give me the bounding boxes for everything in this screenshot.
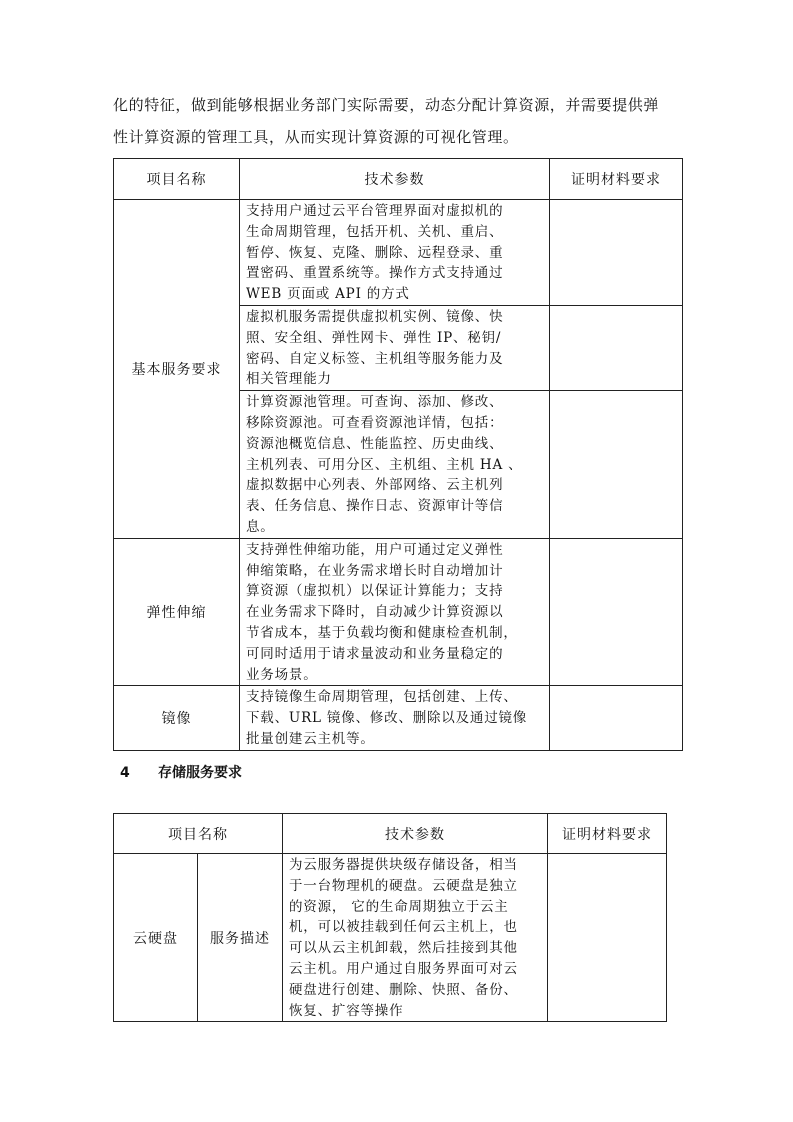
proof-cell <box>550 200 683 306</box>
table-row <box>114 854 667 1022</box>
proof-cell <box>550 686 683 750</box>
tech-param-cell: 计算资源池管理。可查询、添加、修改、 移除资源池。可查看资源池详情，包括： 资源池概览信息、性能监控、历史曲线、 主机列表、可用分区、主机组、主机 HA 、 虚拟数据中心列表、外部网络、云主机列 表、任务信息、操作日志、资源审计等信 息。 <box>240 391 550 539</box>
proof-cell <box>548 854 667 1022</box>
proof-cell <box>550 538 683 686</box>
header-proof-materials: 证明材料要求 <box>548 814 667 854</box>
tech-param-cell: 支持镜像生命周期管理，包括创建、上传、 下载、URL 镜像、修改、删除以及通过镜像 批量创建云主机等。 <box>240 686 550 750</box>
intro-line: 化的特征，做到能够根据业务部门实际需要，动态分配计算资源，并需要提供弹 <box>113 96 660 114</box>
row-label-cloud-disk: 云硬盘 <box>114 854 198 1022</box>
header-item-name: 项目名称 <box>114 159 240 200</box>
table-row <box>114 538 683 686</box>
table-row <box>114 686 683 750</box>
section-title: 存储服务要求 <box>158 765 242 781</box>
row-label-image: 镜像 <box>114 686 240 750</box>
compute-requirements-table <box>113 158 683 751</box>
tech-param-cell: 为云服务器提供块级存储设备，相当 于一台物理机的硬盘。云硬盘是独立 的资源， 它的生命周期独立于云主 机，可以被挂载到任何云主机上，也 可以从云主机卸载，然后挂接到其他 云主机。用户通过自服务界面可对云 硬盘进行创建、删除、快照、备份、 恢复、扩容等操作 <box>283 854 548 1022</box>
section-number: 4 <box>120 765 130 781</box>
intro-line: 性计算资源的管理工具，从而实现计算资源的可视化管理。 <box>113 128 519 146</box>
storage-requirements-table <box>113 813 667 1022</box>
intro-paragraph <box>113 89 683 153</box>
header-item-name: 项目名称 <box>114 814 283 854</box>
tech-param-cell: 支持弹性伸缩功能，用户可通过定义弹性 伸缩策略，在业务需求增长时自动增加计 算资源（虚拟机）以保证计算能力；支持 在业务需求下降时，自动减少计算资源以 节省成本，基于负载均衡和健康检查机制， 可同时适用于请求量波动和业务量稳定的 业务场景。 <box>240 538 550 686</box>
proof-cell <box>550 305 683 390</box>
row-label-elastic-scaling: 弹性伸缩 <box>114 538 240 686</box>
header-tech-params: 技术参数 <box>283 814 548 854</box>
table-row <box>114 200 683 306</box>
header-proof-materials: 证明材料要求 <box>550 159 683 200</box>
table-header-row <box>114 814 667 854</box>
proof-cell <box>550 391 683 539</box>
row-sublabel-service-description: 服务描述 <box>198 854 283 1022</box>
section-heading <box>120 762 242 782</box>
tech-param-cell: 支持用户通过云平台管理界面对虚拟机的 生命周期管理，包括开机、关机、重启、 暂停、恢复、克隆、删除、远程登录、重 置密码、重置系统等。操作方式支持通过 WEB 页面或 API 的方式 <box>240 200 550 306</box>
row-label-basic-service: 基本服务要求 <box>114 200 240 539</box>
tech-param-cell: 虚拟机服务需提供虚拟机实例、镜像、快 照、安全组、弹性网卡、弹性 IP、秘钥/ 密码、自定义标签、主机组等服务能力及 相关管理能力 <box>240 305 550 390</box>
table-header-row <box>114 159 683 200</box>
header-tech-params: 技术参数 <box>240 159 550 200</box>
